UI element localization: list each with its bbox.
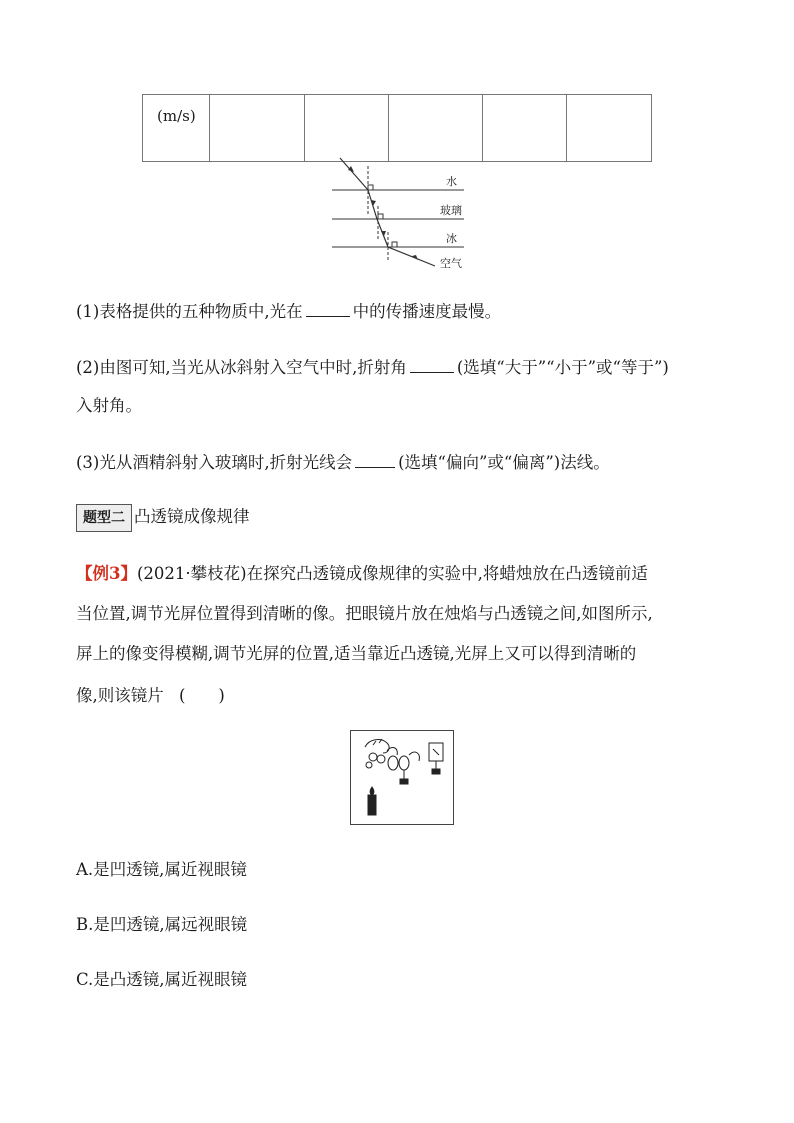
example-text: (2021·攀枝花)在探究凸透镜成像规律的实验中,将蜡烛放在凸透镜前适 <box>136 564 648 583</box>
label-ice: 冰 <box>446 232 457 245</box>
speed-table <box>142 94 652 162</box>
answer-blank[interactable] <box>410 355 454 373</box>
question-1-text-end: 中的传播速度最慢。 <box>352 302 502 321</box>
eyeglass-lens-icon <box>388 756 398 770</box>
experiment-illustration <box>351 731 453 824</box>
screen-base-icon <box>432 769 440 774</box>
example-label: 【例3】 <box>76 564 137 583</box>
table-row <box>143 95 652 162</box>
question-3 <box>76 450 610 475</box>
answer-blank[interactable] <box>355 450 395 468</box>
example-line-1 <box>76 562 648 586</box>
convex-lens-icon <box>399 756 409 770</box>
glasses-arm-icon <box>387 748 397 755</box>
question-2-text: (2)由图可知,当光从冰斜射入空气中时,折射角 <box>76 358 407 377</box>
question-1 <box>76 299 501 324</box>
right-angle-mark <box>392 242 397 247</box>
answer-paren[interactable]: ( ) <box>179 686 225 705</box>
answer-blank[interactable] <box>306 299 350 317</box>
table-row-header: (m/s) <box>143 95 210 162</box>
right-angle-mark <box>368 185 373 190</box>
label-glass: 玻璃 <box>440 204 462 217</box>
table-cell <box>304 95 389 162</box>
flame-icon <box>370 787 374 795</box>
lens-experiment-figure <box>350 730 454 825</box>
hand-icon <box>365 740 389 753</box>
question-1-text: (1)表格提供的五种物质中,光在 <box>76 302 303 321</box>
option-b[interactable]: B.是凹透镜,属远视眼镜 <box>76 915 248 934</box>
right-angle-mark <box>378 214 383 219</box>
candle-icon <box>368 795 376 815</box>
question-3-text-end: (选填“偏向”或“偏离”)法线。 <box>398 453 610 472</box>
table-cell <box>482 95 567 162</box>
option-a[interactable]: A.是凹透镜,属近视眼镜 <box>76 860 247 879</box>
table-cell <box>567 95 652 162</box>
example-line-2: 当位置,调节光屏位置得到清晰的像。把眼镜片放在烛焰与凸透镜之间,如图所示, <box>76 604 653 623</box>
section-heading <box>76 504 250 532</box>
label-air: 空气 <box>440 257 462 270</box>
question-2-text-end: (选填“大于”“小于”或“等于”) <box>456 358 669 377</box>
refraction-diagram <box>330 154 470 272</box>
finger-icon <box>369 753 377 761</box>
section-title: 凸透镜成像规律 <box>134 507 250 526</box>
table-cell <box>389 95 483 162</box>
example-line-3: 屏上的像变得模糊,调节光屏的位置,适当靠近凸透镜,光屏上又可以得到清晰的 <box>76 644 637 663</box>
section-tag: 题型二 <box>76 504 132 532</box>
option-c[interactable]: C.是凸透镜,属近视眼镜 <box>76 970 248 989</box>
lens-base-icon <box>400 779 408 784</box>
example-text: 像,则该镜片 <box>76 686 164 705</box>
table-cell <box>209 95 304 162</box>
question-3-text: (3)光从酒精斜射入玻璃时,折射光线会 <box>76 453 353 472</box>
example-line-4 <box>76 684 225 708</box>
question-2 <box>76 355 669 380</box>
label-water: 水 <box>446 175 457 188</box>
question-2-continued: 入射角。 <box>76 396 142 415</box>
